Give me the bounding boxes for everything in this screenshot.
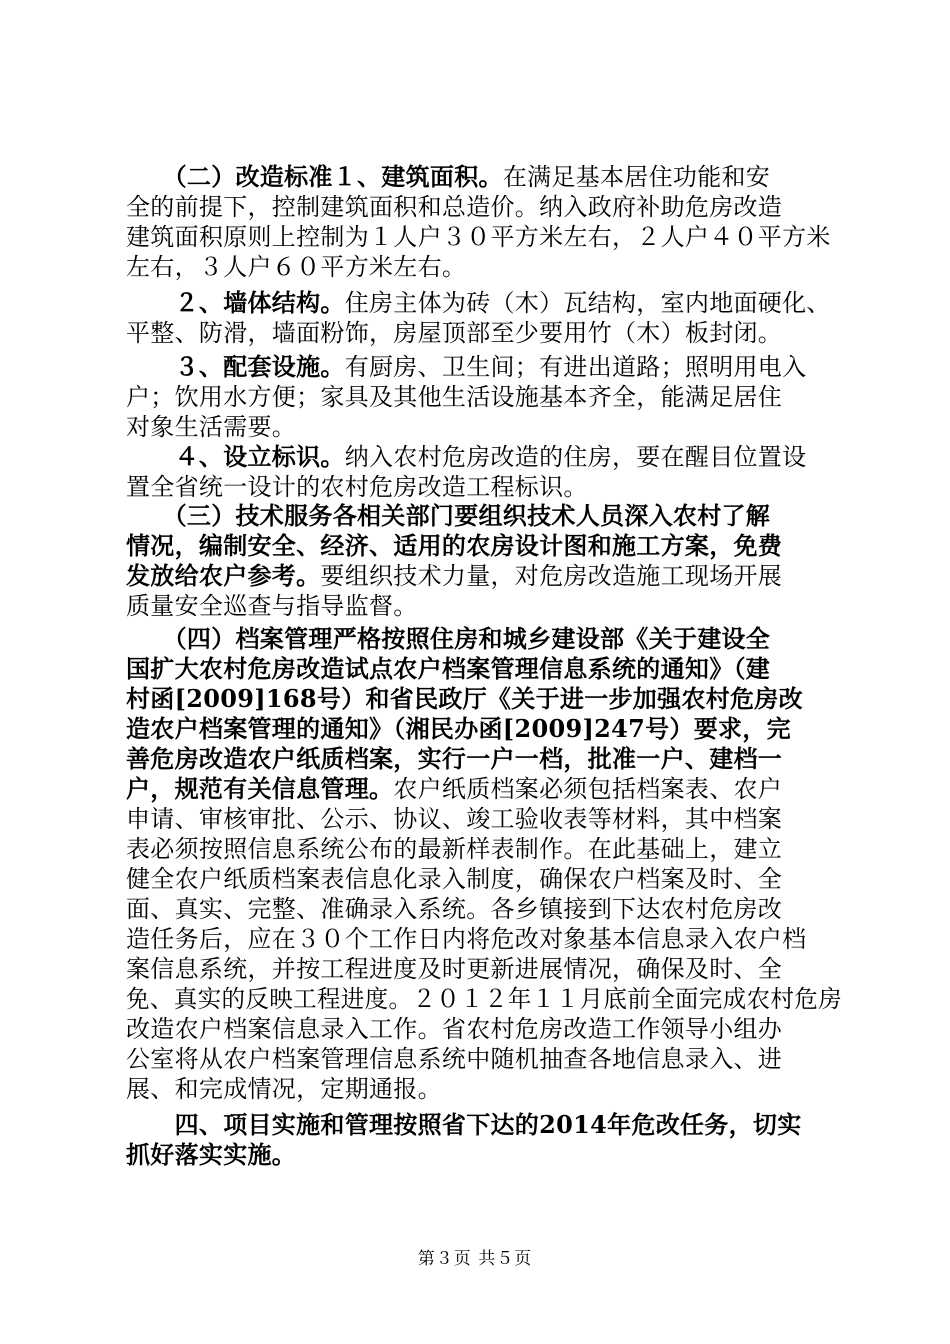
text-segment: 要组织技术力量，对危房改造施工现场开展 bbox=[320, 562, 783, 590]
text-line bbox=[126, 1110, 826, 1140]
bold-text-segment: 情况，编制安全、经济、适用的农房设计图和施工方案，免费 bbox=[126, 531, 783, 560]
text-segment: 农户纸质档案必须包括档案表、农户 bbox=[393, 775, 783, 803]
text-segment: 左右，３人户６０平方米左右。 bbox=[126, 253, 467, 281]
text-line bbox=[126, 684, 826, 714]
page-footer: 第３页 共５页 bbox=[417, 1249, 533, 1269]
text-line bbox=[126, 894, 826, 924]
bold-text-segment: 抓好落实实施。 bbox=[126, 1140, 297, 1169]
text-line bbox=[126, 804, 826, 834]
text-line bbox=[126, 834, 826, 864]
text-line bbox=[126, 591, 826, 621]
text-line bbox=[126, 531, 826, 561]
text-segment: 公室将从农户档案管理信息系统中随机抽查各地信息录入、进 bbox=[126, 1045, 783, 1073]
text-line bbox=[126, 744, 826, 774]
text-segment: 改造农户档案信息录入工作。省农村危房改造工作领导小组办 bbox=[126, 1015, 783, 1043]
text-line bbox=[126, 774, 826, 804]
bold-text-segment: ４、设立标识。 bbox=[126, 442, 345, 471]
text-line bbox=[126, 1074, 826, 1104]
bold-text-segment: 善危房改造农户纸质档案，实行一户一档，批准一户、建档一 bbox=[126, 744, 783, 773]
text-segment: 住房主体为砖（木）瓦结构，室内地面硬化、 bbox=[344, 289, 831, 317]
text-segment: 对象生活需要。 bbox=[126, 413, 297, 441]
text-line bbox=[126, 1014, 826, 1044]
bold-text-segment: 国扩大农村危房改造试点农户档案管理信息系统的通知》（建 bbox=[126, 654, 771, 683]
text-segment: 全的前提下，控制建筑面积和总造价。纳入政府补助危房改造 bbox=[126, 193, 783, 221]
text-line bbox=[126, 192, 826, 222]
text-segment: 建筑面积原则上控制为１人户３０平方米左右，２人户４０平方米 bbox=[126, 223, 831, 251]
text-line bbox=[126, 501, 826, 531]
text-line bbox=[126, 412, 826, 442]
bold-text-segment: （三）技术服务各相关部门要组织技术人员深入农村了解 bbox=[126, 501, 771, 530]
text-segment: 案信息系统，并按工程进度及时更新进展情况，确保及时、全 bbox=[126, 955, 783, 983]
text-line bbox=[126, 442, 826, 472]
text-segment: 户；饮用水方便；家具及其他生活设施基本齐全，能满足居住 bbox=[126, 383, 783, 411]
text-line bbox=[126, 472, 826, 502]
text-line bbox=[126, 654, 826, 684]
bold-text-segment: ２、墙体结构。 bbox=[126, 288, 345, 317]
text-line bbox=[126, 318, 826, 348]
text-line bbox=[126, 252, 826, 282]
text-segment: 面、真实、完整、准确录入系统。各乡镇接到下达农村危房改 bbox=[126, 895, 783, 923]
text-line bbox=[126, 561, 826, 591]
text-segment: 平整、防滑，墙面粉饰，房屋顶部至少要用竹（木）板封闭。 bbox=[126, 319, 783, 347]
text-line bbox=[126, 624, 826, 654]
bold-text-segment: （四）档案管理严格按照住房和城乡建设部《关于建设全 bbox=[126, 624, 771, 653]
bold-text-segment: 户，规范有关信息管理。 bbox=[126, 774, 394, 803]
text-line bbox=[126, 288, 831, 318]
text-line bbox=[126, 924, 826, 954]
bold-text-segment: 四、项目实施和管理按照省下达的2014年危改任务，切实 bbox=[126, 1110, 802, 1139]
text-line bbox=[126, 984, 842, 1014]
text-line bbox=[126, 954, 826, 984]
text-line bbox=[126, 162, 826, 192]
text-segment: 质量安全巡查与指导监督。 bbox=[126, 592, 418, 620]
text-line bbox=[126, 1140, 826, 1170]
text-line bbox=[126, 864, 826, 894]
text-segment: 置全省统一设计的农村危房改造工程标识。 bbox=[126, 473, 588, 501]
text-segment: 展、和完成情况，定期通报。 bbox=[126, 1075, 442, 1103]
text-segment: 造任务后，应在３０个工作日内将危改对象基本信息录入农户档 bbox=[126, 925, 807, 953]
text-segment: 有厨房、卫生间；有进出道路；照明用电入 bbox=[344, 353, 807, 381]
bold-text-segment: （二）改造标准１、建筑面积。 bbox=[126, 162, 503, 191]
text-segment: 表必须按照信息系统公布的最新样表制作。在此基础上，建立 bbox=[126, 835, 783, 863]
text-line bbox=[126, 1044, 826, 1074]
text-line bbox=[126, 714, 826, 744]
bold-text-segment: 造农户档案管理的通知》（湘民办函[2009]247号）要求，完 bbox=[126, 714, 791, 743]
text-line bbox=[126, 352, 826, 382]
text-segment: 申请、审核审批、公示、协议、竣工验收表等材料，其中档案 bbox=[126, 805, 783, 833]
text-segment: 在满足基本居住功能和安 bbox=[502, 163, 771, 191]
bold-text-segment: 发放给农户参考。 bbox=[126, 561, 321, 590]
text-segment: 健全农户纸质档案表信息化录入制度，确保农户档案及时、全 bbox=[126, 865, 783, 893]
text-segment: 纳入农村危房改造的住房，要在醒目位置设 bbox=[344, 443, 807, 471]
bold-text-segment: ３、配套设施。 bbox=[126, 352, 345, 381]
bold-text-segment: 村函[2009]168号）和省民政厅《关于进一步加强农村危房改 bbox=[126, 684, 803, 713]
text-line bbox=[126, 382, 826, 412]
text-segment: 免、真实的反映工程进度。２０１２年１１月底前全面完成农村危房 bbox=[126, 985, 842, 1013]
text-line bbox=[126, 222, 831, 252]
